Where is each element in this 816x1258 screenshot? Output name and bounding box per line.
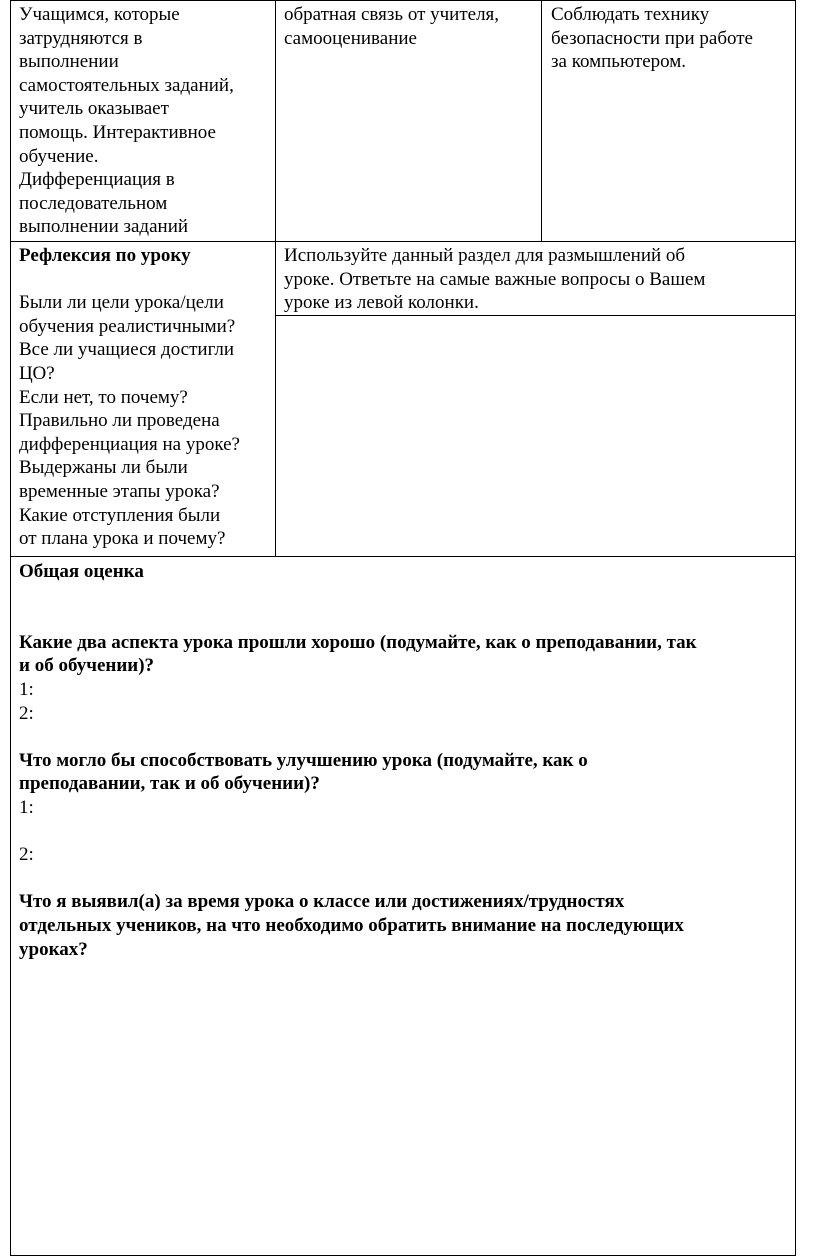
answer-1-item-1: 1: <box>19 678 34 700</box>
row1-col3-cell <box>551 3 793 74</box>
row1-col2-cell <box>284 3 538 50</box>
text-line: учитель оказывает <box>19 98 169 120</box>
answer-1-item-2: 2: <box>19 702 34 724</box>
text-line: временные этапы урока? <box>19 480 220 502</box>
text-line: Дифференциация в <box>19 169 175 191</box>
question-2-line: Что могло бы способствовать улучшению урока (подумайте, как о <box>19 749 588 771</box>
text-line: уроке из левой колонки. <box>284 292 479 314</box>
text-line: дифференциация на уроке? <box>19 433 240 455</box>
question-3-line: отдельных учеников, на что необходимо обратить внимание на последующих <box>19 914 684 936</box>
reflection-questions-cell <box>19 244 271 551</box>
overall-assessment-cell <box>19 560 789 961</box>
text-line: самооценивание <box>284 27 417 49</box>
question-3-line: Что я выявил(а) за время урока о классе или достижениях/трудностях <box>19 891 625 913</box>
reflection-instruction-cell <box>284 244 792 315</box>
col-divider-2 <box>541 0 542 241</box>
text-line: последовательном <box>19 192 168 214</box>
question-3-line: уроках? <box>19 938 88 960</box>
text-line: Соблюдать технику <box>551 4 710 25</box>
text-line: Если нет, то почему? <box>19 386 188 408</box>
question-2-line: преподавании, так и об обучении)? <box>19 773 320 795</box>
answer-2-item-1: 1: <box>19 796 34 818</box>
answer-2-item-2: 2: <box>19 844 34 866</box>
text-line: Учащимся, которые <box>19 4 180 25</box>
text-line: обучение. <box>19 145 99 167</box>
reflection-answer-area[interactable] <box>276 316 795 556</box>
row-divider-2 <box>10 556 796 557</box>
text-line: уроке. Ответьте на самые важные вопросы о Вашем <box>284 268 706 290</box>
overall-title: Общая оценка <box>19 561 144 582</box>
text-line: обучения реалистичными? <box>19 315 236 337</box>
text-line: Были ли цели урока/цели <box>19 292 224 314</box>
text-line: затрудняются в <box>19 27 143 49</box>
text-line: Используйте данный раздел для размышлений об <box>284 245 686 266</box>
table-border-left <box>10 0 11 1256</box>
row1-col1-cell <box>19 3 271 239</box>
table-border-bottom <box>10 1255 796 1256</box>
text-line: выполнении заданий <box>19 216 189 238</box>
question-1-line: Какие два аспекта урока прошли хорошо (подумайте, как о преподавании, так <box>19 631 697 653</box>
text-line: от плана урока и почему? <box>19 528 226 550</box>
text-line: самостоятельных заданий, <box>19 74 234 96</box>
row-divider-1 <box>10 241 796 242</box>
text-line: Выдержаны ли были <box>19 457 188 479</box>
text-line: обратная связь от учителя, <box>284 4 500 25</box>
text-line: безопасности при работе <box>551 27 753 49</box>
question-1-line: и об обучении)? <box>19 655 155 677</box>
text-line: ЦО? <box>19 362 55 384</box>
text-line: Правильно ли проведена <box>19 410 220 432</box>
text-line: выполнении <box>19 51 119 73</box>
text-line: Все ли учащиеся достигли <box>19 339 235 361</box>
table-border-top <box>10 0 796 1</box>
table-border-right <box>795 0 796 1256</box>
text-line: помощь. Интерактивное <box>19 121 216 143</box>
reflection-title: Рефлексия по уроку <box>19 245 191 266</box>
text-line: за компьютером. <box>551 51 687 73</box>
text-line: Какие отступления были <box>19 504 221 526</box>
